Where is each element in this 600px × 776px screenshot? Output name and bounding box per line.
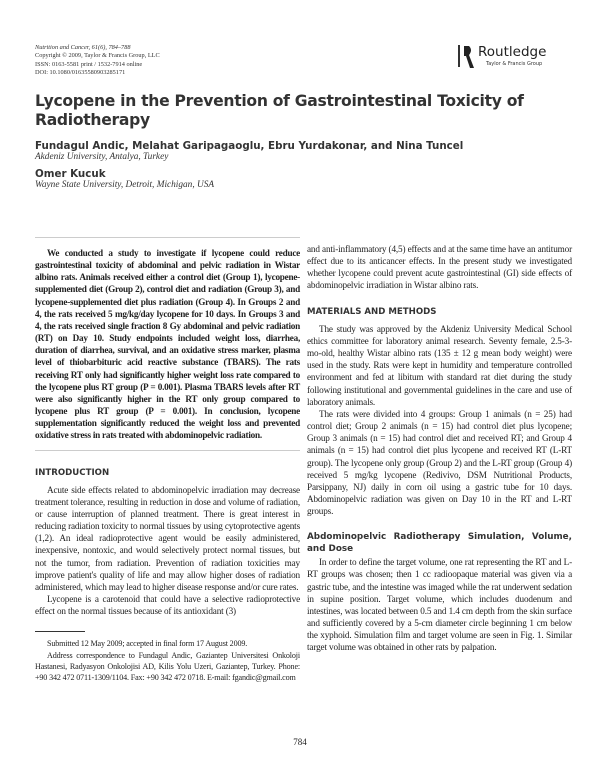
right-column (307, 243, 572, 654)
paragraph: The rats were divided into 4 groups: Group 1 animals (n = 25) had control diet; Group 2 animals (n = 15) had control diet plus lycopene; Group 3 animals (n = 15) had control diet and received RT; and Group 4 animals (n = 15) had control diet plus lycopene and received RT (L-RT group). The lycopene only group (Group 2) and the L-RT group (Group 4) received 5 mg/kg lycopene (Redivivo, DSM Nutritional Products, Parsippany, NJ) daily in corn oil using a gastric tube for 10 days. Abdominopelvic radiation was given on Day 10 in the RT and L-RT groups. (307, 408, 572, 517)
divider (35, 237, 300, 238)
publisher-subtitle: Taylor & Francis Group (486, 61, 543, 67)
journal-citation: Nutrition and Cancer, 61(6), 784–788 (35, 44, 131, 51)
paragraph: The study was approved by the Akdeniz University Medical School ethics committee for laboratory animal research. Seventy female, 2.5-3-mo-old, healthy Wistar albino rats (135 ± 12 g mean body weight) were used in the study. Rats were kept in humidity and temperature controlled environment and fed at libitum with standard rat diet during the study following institutional and governmental guidelines in the care and use of laboratory animals. (307, 323, 572, 407)
footnotes (35, 638, 300, 683)
paragraph: Lycopene is a carotenoid that could have a selective radioprotective effect on the normal tissues because of its antioxidant (3) (35, 594, 300, 617)
affiliation: Akdeniz University, Antalya, Turkey (35, 152, 169, 162)
page-number: 784 (293, 737, 307, 747)
section-heading: INTRODUCTION (35, 467, 110, 478)
publisher-logo (458, 44, 568, 72)
journal-meta (35, 44, 160, 77)
authors-line: Fundagul Andic, Melahat Garipagaoglu, Ebru Yurdakonar, and Nina Tuncel (35, 140, 464, 152)
affiliation: Wayne State University, Detroit, Michigan, USA (35, 180, 215, 190)
author-block (35, 140, 463, 190)
subsection-heading: Abdominopelvic Radiotherapy Simulation, Volume, and Dose (307, 532, 572, 555)
introduction-section (35, 467, 300, 618)
left-column (35, 237, 300, 683)
abstract-text: We conducted a study to investigate if lycopene could reduce gastrointestinal toxicity of abdominal and pelvic radiation in Wistar albino rats. Animals received either a control diet (Group 1), lycopene-supplemented diet (Group 2), control diet and radiation (Group 3), and lycopene-supplemented diet plus radiation (Group 4). In Groups 2 and 4, the rats received 5 mg/kg/day lycopene for 10 days. In Groups 3 and 4, the rats received single fraction 8 Gy abdominal and pelvic radiation (RT) on Day 10. Study endpoints included weight loss, diarrhea, duration of diarrhea, survival, and an oxidative stress marker, plasma level of thiobarbituric acid reactive substance (TBARS). The rats receiving RT only had significantly higher weight loss rate compared to the lycopene plus RT group (P = 0.001). Plasma TBARS levels after RT were also significantly higher in the RT only group compared to lycopene plus RT group (P = 0.001). In conclusion, lycopene supplementation significantly reduced the weight loss and prevented oxidative stress in rats treated with abdominopelvic radiation. (35, 248, 300, 441)
divider (35, 450, 300, 451)
authors-line: Omer Kucuk (35, 168, 106, 180)
paragraph: In order to define the target volume, one rat representing the RT and L-RT groups was chosen; then 1 cc radioopaque material was given via a gastric tube, and the intestine was imaged while the rat underwent sedation in supine position. Target volume, which includes duodenum and intestines, was located between 0.5 and 1.4 cm depth from the skin surface and sufficiently covered by a 5-cm diameter circle beginning 1 cm below the xyphoid. Simulation film and target volume are seen in Fig. 1. Similar target volume was obtained in other rats by palpation. (307, 557, 572, 653)
paragraph: and anti-inflammatory (4,5) effects and at the same time have an antitumor effect due to its anticancer effects. In the present study we investigated whether lycopene could prevent acute gastrointestinal (GI) side effects of abdominopelvic irradiation in Wistar albino rats. (307, 244, 572, 291)
section-heading: MATERIALS AND METHODS (307, 306, 437, 317)
publisher-name: Routledge (478, 44, 547, 60)
copyright: Copyright © 2009, Taylor & Francis Group, LLC (35, 52, 160, 60)
footnote: Address correspondence to Fundagul Andic, Gaziantep Universitesi Onkoloji Hastanesi, Radyasyon Onkolojisi AD, Kilis Yolu Uzeri, Gaziantep, Turkey. Phone: +90 342 472 0711-1309/1104. Fax: +90 342 472 0718. E-mail: fgandic@gmail.com (35, 650, 300, 682)
paragraph: Acute side effects related to abdominopelvic irradiation may decrease treatment tolerance, resulting in reduction in dose and volume of radiation, or cause interruption of planned treatment. There is great interest in reducing radiation toxicity to normal tissues by using cytoprotective agents (1,2). An ideal radioprotective agent would be easily administered, inexpensive, nontoxic, and would selectively protect normal tissues, but not the tumor, from radiation. Prevention of radiation toxicities may improve patient's quality of life and may allow higher doses of radiation administered, which may lead to higher disease response and/or cure rates. (35, 484, 300, 592)
footnote: Submitted 12 May 2009; accepted in final form 17 August 2009. (47, 639, 248, 649)
abstract (35, 247, 300, 442)
article-title: Lycopene in the Prevention of Gastrointestinal Toxicity of Radiotherapy (35, 92, 524, 129)
issn: ISSN: 0163-5581 print / 1532-7914 online (35, 60, 143, 68)
footnote-rule (35, 631, 85, 632)
doi: DOI: 10.1080/01635580903285171 (35, 68, 126, 76)
routledge-mark-icon (458, 44, 476, 70)
